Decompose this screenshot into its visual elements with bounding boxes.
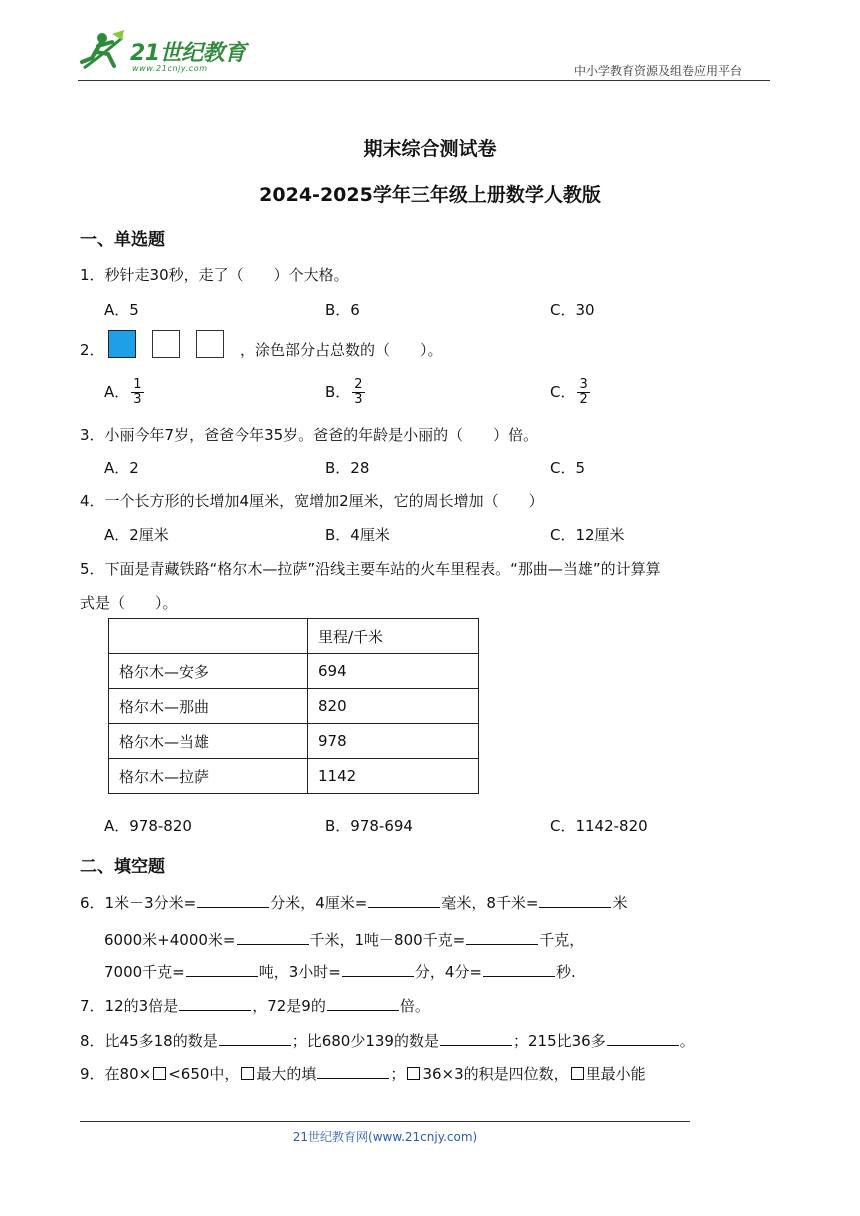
q4-option-a: A．2厘米 xyxy=(104,526,169,544)
shaded-square xyxy=(108,330,136,358)
header-divider xyxy=(78,80,770,81)
placeholder-box-icon xyxy=(407,1067,420,1080)
q2-option-a: A． $\frac{1}{3}$ xyxy=(104,377,142,407)
table-cell-station: 格尔木—当雄 xyxy=(109,724,308,759)
question-6-line-3: 7000千克= 吨，3小时= 分，4分= 秒. xyxy=(104,963,576,981)
table-cell-distance: 978 xyxy=(308,724,479,759)
section-title-single-choice: 一、单选题 xyxy=(80,230,165,250)
empty-square xyxy=(152,330,180,358)
page-title: 期末综合测试卷 xyxy=(363,138,497,160)
q5-option-c: C．1142-820 xyxy=(550,817,648,835)
empty-square xyxy=(196,330,224,358)
table-header-cell xyxy=(109,619,308,654)
question-8: 8．比45多18的数是 ；比680少139的数是 ；215比36多 。 xyxy=(80,1032,695,1050)
question-6-line-2: 6000米+4000米= 千米，1吨－800千克= 千克， xyxy=(104,931,585,949)
table-cell-distance: 1142 xyxy=(308,759,479,794)
q3-option-b: B．28 xyxy=(325,459,370,477)
table-row xyxy=(109,724,479,759)
answer-blank[interactable] xyxy=(186,962,258,977)
q4-option-c: C．12厘米 xyxy=(550,526,625,544)
site-name: 中小学教育资源及组卷应用平台 xyxy=(573,64,742,78)
answer-blank[interactable] xyxy=(342,962,414,977)
site-logo xyxy=(78,28,258,76)
runner-logo-icon xyxy=(78,28,130,74)
question-2-text: ，涂色部分占总数的（ ）。 xyxy=(240,341,443,359)
table-cell-station: 格尔木—那曲 xyxy=(109,689,308,724)
question-6-line-1: 6．1米－3分米= 分米，4厘米= 毫米，8千米= 米 xyxy=(80,894,628,912)
q3-option-a: A．2 xyxy=(104,459,139,477)
question-2-number: 2． xyxy=(80,341,105,359)
answer-blank[interactable] xyxy=(483,962,555,977)
question-1: 1．秒针走30秒，走了（ ）个大格。 xyxy=(80,266,349,284)
question-7: 7．12的3倍是 ，72是9的 倍。 xyxy=(80,997,430,1015)
table-row xyxy=(109,654,479,689)
question-4: 4．一个长方形的长增加4厘米，宽增加2厘米，它的周长增加（ ） xyxy=(80,492,544,510)
footer-divider xyxy=(80,1121,690,1122)
table-cell-distance: 820 xyxy=(308,689,479,724)
answer-blank[interactable] xyxy=(539,893,611,908)
answer-blank[interactable] xyxy=(466,930,538,945)
q2-option-c: C． $\frac{3}{2}$ xyxy=(550,377,588,407)
footer-link[interactable]: 21世纪教育网(www.21cnjy.com) xyxy=(292,1130,478,1144)
mileage-table xyxy=(108,618,479,794)
q1-option-b: B．6 xyxy=(325,301,360,319)
answer-blank[interactable] xyxy=(368,893,440,908)
question-5-line-1: 5．下面是青藏铁路“格尔木—拉萨”沿线主要车站的火车里程表。“那曲—当雄”的计算算 xyxy=(80,560,661,578)
table-header-row xyxy=(109,619,479,654)
table-row xyxy=(109,689,479,724)
q5-option-b: B．978-694 xyxy=(325,817,413,835)
q1-option-c: C．30 xyxy=(550,301,595,319)
q1-option-a: A．5 xyxy=(104,301,139,319)
answer-blank[interactable] xyxy=(179,996,251,1011)
q4-option-b: B．4厘米 xyxy=(325,526,390,544)
placeholder-box-icon xyxy=(571,1067,584,1080)
q5-option-a: A．978-820 xyxy=(104,817,192,835)
answer-blank[interactable] xyxy=(317,1064,389,1079)
table-row xyxy=(109,759,479,794)
question-5-line-2: 式是（ ）。 xyxy=(80,594,178,612)
answer-blank[interactable] xyxy=(197,893,269,908)
placeholder-box-icon xyxy=(241,1067,254,1080)
section-title-fill-blank: 二、填空题 xyxy=(80,857,165,877)
question-3: 3．小丽今年7岁，爸爸今年35岁。爸爸的年龄是小丽的（ ）倍。 xyxy=(80,426,539,444)
answer-blank[interactable] xyxy=(327,996,399,1011)
q2-option-b: B． $\frac{2}{3}$ xyxy=(325,377,363,407)
logo-text: 21世纪教育 xyxy=(130,41,246,66)
table-cell-station: 格尔木—安多 xyxy=(109,654,308,689)
page-subtitle: 2024-2025学年三年级上册数学人教版 xyxy=(259,184,601,206)
table-cell-station: 格尔木—拉萨 xyxy=(109,759,308,794)
placeholder-box-icon xyxy=(153,1067,166,1080)
question-9: 9．在80× <650中， 最大的填 ； 36×3的积是四位数， 里最小能 xyxy=(80,1065,646,1083)
table-cell-distance: 694 xyxy=(308,654,479,689)
answer-blank[interactable] xyxy=(219,1031,291,1046)
answer-blank[interactable] xyxy=(607,1031,679,1046)
logo-url: www.21cnjy.com xyxy=(132,64,208,73)
table-header-cell: 里程/千米 xyxy=(308,619,479,654)
q3-option-c: C．5 xyxy=(550,459,586,477)
answer-blank[interactable] xyxy=(237,930,309,945)
answer-blank[interactable] xyxy=(440,1031,512,1046)
